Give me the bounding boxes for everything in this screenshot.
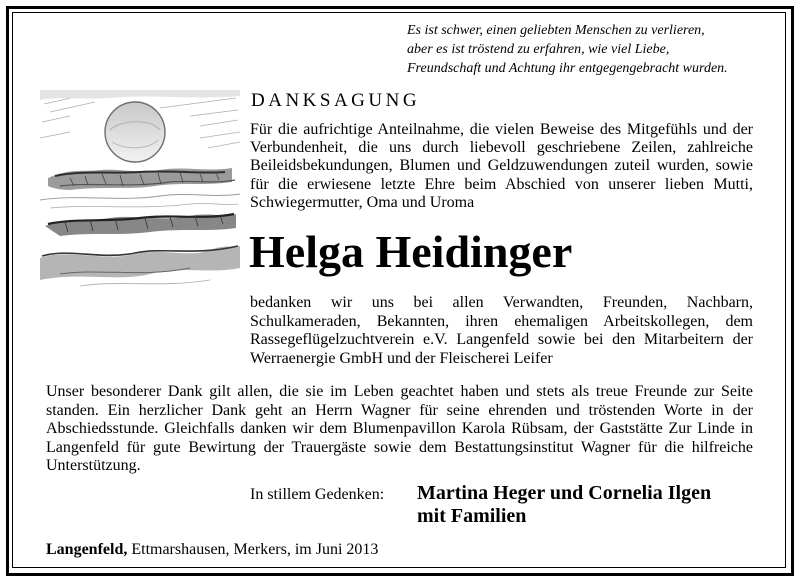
footer-places-date: Ettmarshausen, Merkers, im Juni 2013 <box>127 541 379 558</box>
epigraph <box>407 21 777 78</box>
epigraph-line: aber es ist tröstend zu erfahren, wie viel Liebe, <box>407 42 670 57</box>
notice-heading: DANKSAGUNG <box>251 90 421 111</box>
sun-landscape-illustration <box>40 90 240 290</box>
deceased-name: Helga Heidinger <box>249 226 573 277</box>
thanks-paragraph: bedanken wir uns bei allen Verwandten, Freunden, Nachbarn, Schulkameraden, Bekannten, ihren ehemaligen Arbeitskollegen, dem Rassegeflügelzuchtverein e.V. Langenfeld sowie bei den Mitarbeitern der Werraenergie GmbH und der Fleischerei Leifer <box>250 294 753 368</box>
epigraph-line: Freundschaft und Achtung ihr entgegengebracht wurden. <box>407 61 728 76</box>
footer-town: Langenfeld, <box>46 541 128 558</box>
signers-line: mit Familien <box>417 505 527 527</box>
place-date-line <box>46 541 378 559</box>
memorial-label: In stillem Gedenken: <box>250 486 385 503</box>
epigraph-line: Es ist schwer, einen geliebten Menschen zu verlieren, <box>407 23 705 38</box>
signers <box>417 482 711 528</box>
intro-paragraph: Für die aufrichtige Anteilnahme, die vielen Beweise des Mitgefühls und der Verbundenheit, die uns durch liebevoll geschriebene Zeilen, zahlreiche Beileidsbekundungen, Blumen und Geldzuwendungen zuteil wurden, sowie für die erwiesene letzte Ehre beim Abschied von unserer lieben Mutti, Schwiegermutter, Oma und Uroma <box>250 121 753 211</box>
special-thanks-paragraph: Unser besonderer Dank gilt allen, die sie im Leben geachtet haben und stets als treue Freunde zur Seite standen. Ein herzlicher Dank geht an Herrn Wagner für seine ehrenden und tröstenden Worte in der Abschiedsstunde. Gleichfalls danken wir dem Blumenpavillon Karola Rübsam, der Gaststätte Zur Linde in Langenfeld für gute Bewirtung der Trauergäste sowie dem Bestattungsinstitut Wagner für die hilfreiche Unterstützung. <box>46 383 753 475</box>
signers-line: Martina Heger und Cornelia Ilgen <box>417 482 712 504</box>
